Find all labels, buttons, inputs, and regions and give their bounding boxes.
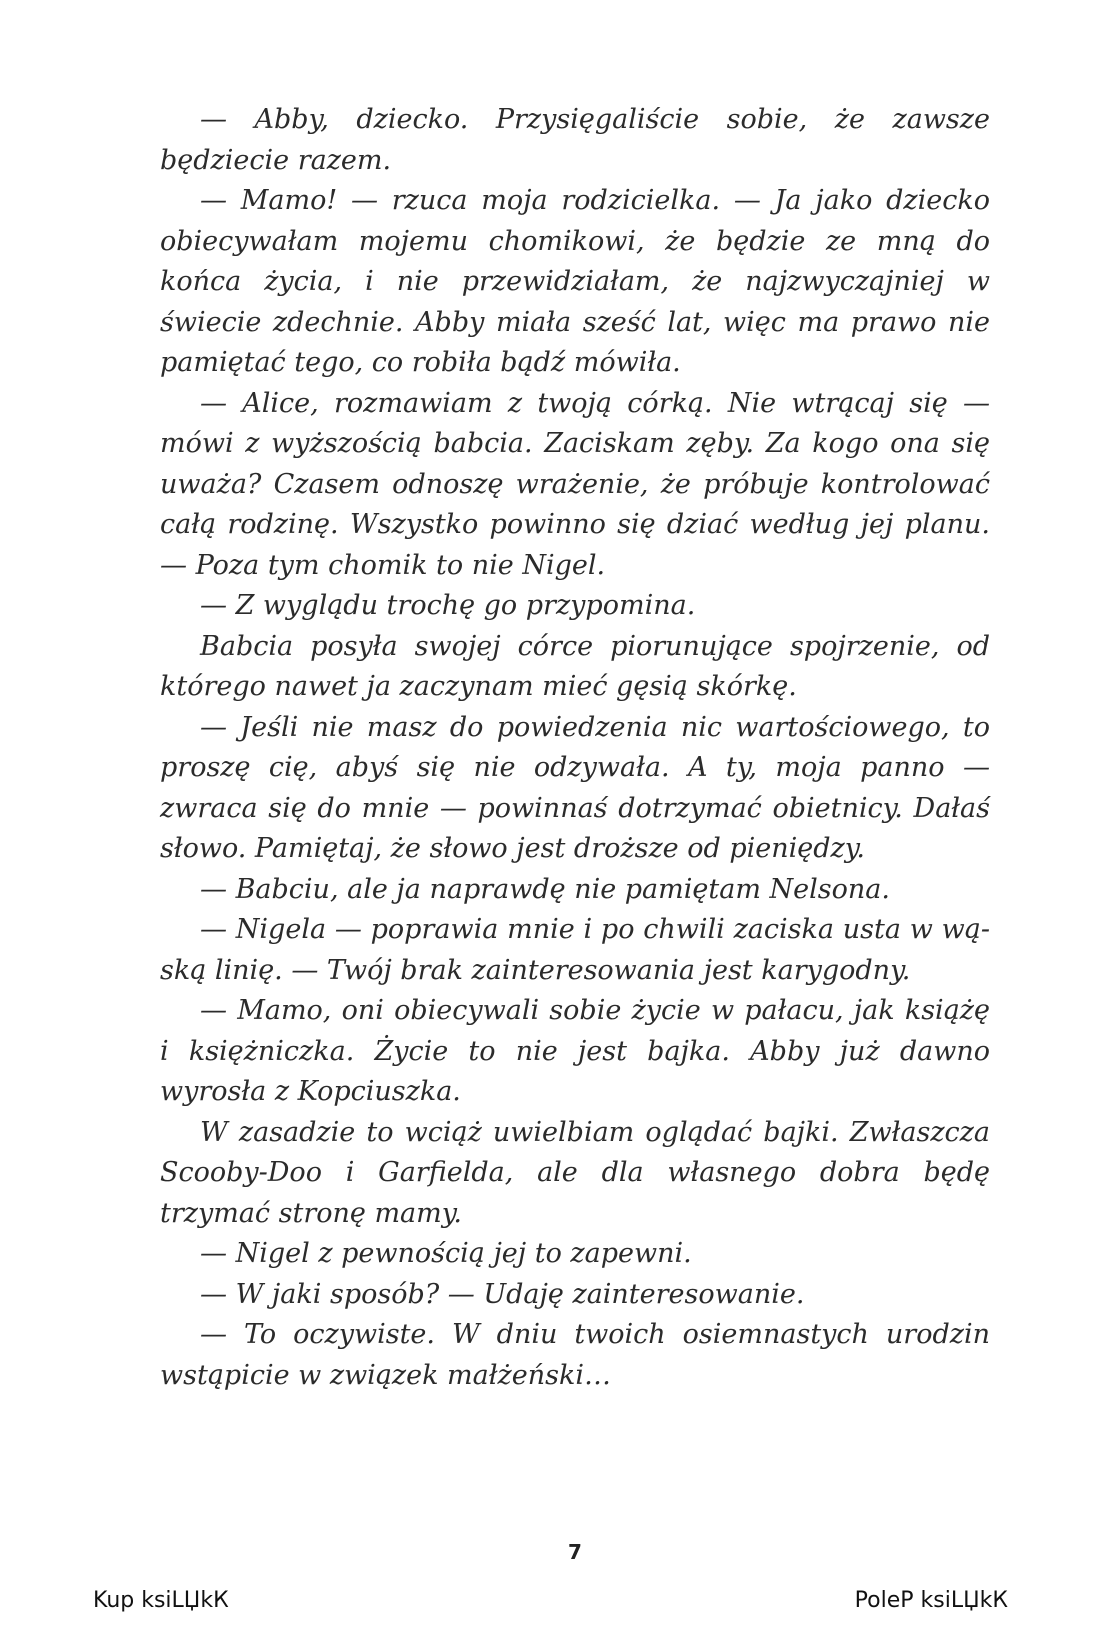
buy-book-link[interactable]: Kup ksiLЏkК xyxy=(93,1588,229,1613)
paragraph: Babcia posyła swojej córce piorunujące spojrzenie, od którego nawet ja zaczynam mieć gęsią skórkę. xyxy=(160,630,990,702)
paragraph: — Abby, dziecko. Przysięgaliście sobie, że zawsze będziecie razem. xyxy=(160,104,990,176)
paragraph: — Nigela — poprawia mnie i po chwili zaciska usta w wąską linię. — Twój brak zainteresowania jest karygodny. xyxy=(160,914,990,986)
paragraph: — To oczywiste. W dniu twoich osiemnastych urodzin wstąpicie w związek małżeński… xyxy=(160,1319,990,1391)
recommend-book-link[interactable]: PoleP ksiLЏkК xyxy=(854,1588,1008,1613)
paragraph: — Mamo, oni obiecywali sobie życie w pałacu, jak książę i księżniczka. Życie to nie jest bajka. Abby już dawno wyrosła z Kopciuszka. xyxy=(160,995,990,1107)
page-number: 7 xyxy=(568,1540,582,1564)
paragraph: — Jeśli nie masz do powiedzenia nic wartościowego, to proszę cię, abyś się nie odzywała. A ty, moja panno — zwraca się do mnie — powinnaś dotrzymać obietnicy. Dałaś słowo. Pamiętaj, że słowo jest droższe od pieniędzy. xyxy=(160,711,990,864)
paragraph: — Mamo! — rzuca moja rodzicielka. — Ja jako dziecko obiecywałam mojemu chomikowi, że będzie ze mną do końca życia, i nie przewidziałam, że najzwyczajniej w świecie zdechnie. Abby miała sześć lat, więc ma prawo nie pamiętać tego, co robiła bądź mówiła. xyxy=(160,185,990,378)
body-text xyxy=(160,100,990,1396)
paragraph: — W jaki sposób? — Udaję zainteresowanie. xyxy=(200,1278,805,1310)
paragraph: — Nigel z pewnością jej to zapewni. xyxy=(200,1238,692,1269)
paragraph: — Z wyglądu trochę go przypomina. xyxy=(200,590,696,621)
paragraph: — Alice, rozmawiam z twoją córką. Nie wtrącaj się — mówi z wyższością babcia. Zaciskam zęby. Za kogo ona się uważa? Czasem odnoszę wrażenie, że próbuje kontrolować całą rodzinę. Wszystko powinno się dziać według jej planu. — Poza tym chomik to nie Nigel. xyxy=(160,387,990,581)
paragraph: — Babciu, ale ja naprawdę nie pamiętam Nelsona. xyxy=(200,873,890,905)
paragraph: W zasadzie to wciąż uwielbiam oglądać bajki. Zwłaszcza Scooby-Doo i Garfielda, ale dla własnego dobra będę trzymać stronę mamy. xyxy=(160,1116,990,1229)
